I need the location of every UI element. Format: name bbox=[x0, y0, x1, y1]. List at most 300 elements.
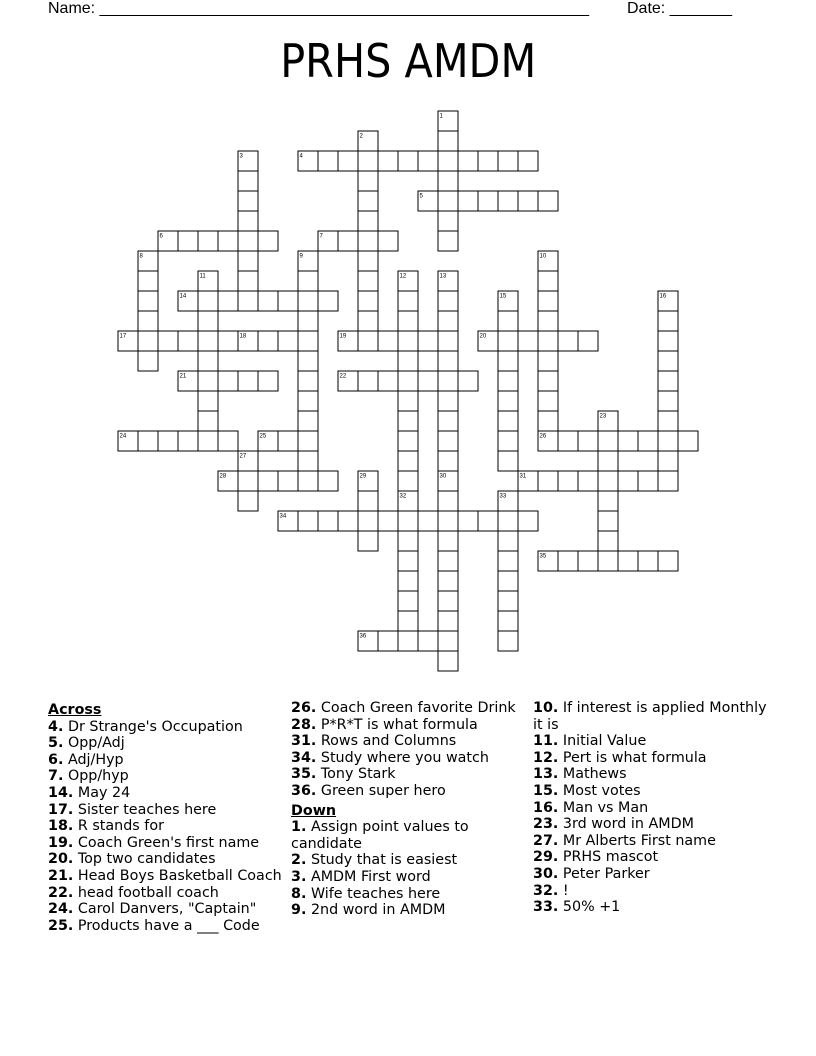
page-title: PRHS AMDM bbox=[280, 34, 536, 88]
across-clue bbox=[48, 835, 283, 852]
grid-cell[interactable] bbox=[298, 391, 318, 411]
grid-cell[interactable] bbox=[198, 291, 218, 311]
grid-cell[interactable] bbox=[398, 531, 418, 551]
date-blank[interactable]: _______ bbox=[669, 0, 732, 17]
clue-text: Assign point values to candidate bbox=[291, 819, 469, 852]
grid-cell[interactable] bbox=[438, 491, 458, 511]
grid-cell[interactable] bbox=[658, 471, 678, 491]
grid-cell[interactable] bbox=[358, 331, 378, 351]
grid-cell[interactable] bbox=[518, 511, 538, 531]
grid-cell[interactable] bbox=[398, 451, 418, 471]
clue-text: May 24 bbox=[77, 784, 131, 801]
grid-cell[interactable] bbox=[498, 451, 518, 471]
grid-cell[interactable] bbox=[338, 151, 358, 171]
grid-cell[interactable] bbox=[438, 411, 458, 431]
grid-cell[interactable] bbox=[418, 371, 438, 391]
clue-text: Head Boys Basketball Coach bbox=[77, 867, 282, 884]
grid-cell[interactable] bbox=[658, 311, 678, 331]
grid-cell[interactable] bbox=[598, 471, 618, 491]
name-label: Name: bbox=[48, 0, 96, 17]
grid-cell[interactable] bbox=[578, 471, 598, 491]
grid-cell[interactable] bbox=[358, 231, 378, 251]
clue-number: 29. bbox=[533, 849, 559, 866]
grid-cell[interactable] bbox=[398, 311, 418, 331]
grid-cell[interactable] bbox=[198, 331, 218, 351]
grid-cell[interactable] bbox=[138, 431, 158, 451]
date-label: Date: bbox=[627, 0, 666, 17]
grid-cell[interactable] bbox=[498, 571, 518, 591]
grid-cell[interactable] bbox=[358, 251, 378, 271]
grid-cell[interactable] bbox=[538, 191, 558, 211]
grid-cell[interactable] bbox=[438, 151, 458, 171]
grid-cell[interactable] bbox=[198, 371, 218, 391]
cell-number: 13 bbox=[439, 273, 447, 280]
grid-cell[interactable] bbox=[198, 311, 218, 331]
cell-number: 9 bbox=[299, 253, 303, 260]
grid-cell[interactable] bbox=[198, 351, 218, 371]
grid-cell[interactable] bbox=[198, 411, 218, 431]
grid-cell[interactable] bbox=[298, 471, 318, 491]
grid-cell[interactable] bbox=[438, 391, 458, 411]
grid-cell[interactable] bbox=[498, 371, 518, 391]
grid-cell[interactable] bbox=[378, 631, 398, 651]
grid-cell[interactable] bbox=[558, 471, 578, 491]
grid-cell[interactable] bbox=[358, 151, 378, 171]
grid-cell[interactable] bbox=[278, 431, 298, 451]
grid-cell[interactable] bbox=[438, 171, 458, 191]
grid-cell[interactable] bbox=[538, 351, 558, 371]
grid-cell[interactable] bbox=[398, 611, 418, 631]
grid-cell[interactable] bbox=[138, 311, 158, 331]
grid-cell[interactable] bbox=[498, 391, 518, 411]
cell-number: 17 bbox=[119, 333, 127, 340]
grid-cell[interactable] bbox=[218, 331, 238, 351]
cell-number: 22 bbox=[339, 373, 347, 380]
grid-cell[interactable] bbox=[298, 331, 318, 351]
grid-cell[interactable] bbox=[398, 431, 418, 451]
across-clue bbox=[48, 885, 283, 902]
grid-cell[interactable] bbox=[238, 471, 258, 491]
grid-cell[interactable] bbox=[438, 651, 458, 671]
clue-text: Carol Danvers, "Captain" bbox=[77, 901, 257, 918]
grid-cell[interactable] bbox=[458, 191, 478, 211]
grid-cell[interactable] bbox=[398, 371, 418, 391]
grid-cell[interactable] bbox=[298, 511, 318, 531]
cell-number: 10 bbox=[539, 253, 547, 260]
grid-cell[interactable] bbox=[298, 311, 318, 331]
grid-cell[interactable] bbox=[438, 551, 458, 571]
cell-number: 4 bbox=[299, 153, 303, 160]
grid-cell[interactable] bbox=[538, 471, 558, 491]
grid-cell[interactable] bbox=[458, 511, 478, 531]
grid-cell[interactable] bbox=[418, 151, 438, 171]
clue-number: 28. bbox=[291, 716, 317, 733]
cell-number: 5 bbox=[419, 193, 423, 200]
across-clue bbox=[291, 717, 526, 734]
cell-number: 24 bbox=[119, 433, 127, 440]
grid-cell[interactable] bbox=[398, 631, 418, 651]
grid-cell[interactable] bbox=[378, 511, 398, 531]
grid-cell[interactable] bbox=[358, 171, 378, 191]
grid-cell[interactable] bbox=[618, 551, 638, 571]
clue-number: 5. bbox=[48, 735, 64, 752]
grid-cell[interactable] bbox=[378, 231, 398, 251]
cell-number: 20 bbox=[479, 333, 487, 340]
clue-text: Pert is what formula bbox=[562, 749, 707, 766]
grid-cell[interactable] bbox=[538, 391, 558, 411]
grid-cell[interactable] bbox=[438, 231, 458, 251]
grid-cell[interactable] bbox=[298, 411, 318, 431]
grid-cell[interactable] bbox=[398, 391, 418, 411]
grid-cell[interactable] bbox=[538, 311, 558, 331]
grid-cell[interactable] bbox=[578, 331, 598, 351]
down-clue bbox=[533, 866, 773, 883]
across-clue bbox=[48, 752, 283, 769]
cell-number: 2 bbox=[359, 133, 363, 140]
grid-cell[interactable] bbox=[638, 431, 658, 451]
clue-text: 50% +1 bbox=[562, 899, 621, 916]
grid-cell[interactable] bbox=[558, 431, 578, 451]
grid-cell[interactable] bbox=[438, 191, 458, 211]
grid-cell[interactable] bbox=[198, 391, 218, 411]
grid-cell[interactable] bbox=[358, 511, 378, 531]
grid-cell[interactable] bbox=[218, 231, 238, 251]
clue-number: 3. bbox=[291, 868, 307, 885]
clue-text: PRHS mascot bbox=[562, 849, 659, 866]
grid-cell[interactable] bbox=[498, 431, 518, 451]
cell-number: 35 bbox=[539, 553, 547, 560]
grid-cell[interactable] bbox=[598, 491, 618, 511]
grid-cell[interactable] bbox=[358, 271, 378, 291]
grid-cell[interactable] bbox=[438, 331, 458, 351]
down-clue bbox=[291, 886, 526, 903]
grid-cell[interactable] bbox=[358, 311, 378, 331]
grid-cell[interactable] bbox=[618, 471, 638, 491]
grid-cell[interactable] bbox=[538, 291, 558, 311]
clue-text: Coach Green's first name bbox=[77, 834, 260, 851]
grid-cell[interactable] bbox=[438, 451, 458, 471]
cell-number: 16 bbox=[659, 293, 667, 300]
clue-number: 22. bbox=[48, 884, 74, 901]
across-clue bbox=[48, 918, 283, 935]
grid-cell[interactable] bbox=[658, 391, 678, 411]
grid-cell[interactable] bbox=[178, 231, 198, 251]
grid-cell[interactable] bbox=[438, 311, 458, 331]
grid-cell[interactable] bbox=[438, 531, 458, 551]
down-clue bbox=[533, 883, 773, 900]
cell-number: 23 bbox=[599, 413, 607, 420]
grid-cell[interactable] bbox=[138, 291, 158, 311]
cell-number: 26 bbox=[539, 433, 547, 440]
grid-cell[interactable] bbox=[298, 271, 318, 291]
grid-cell[interactable] bbox=[438, 611, 458, 631]
grid-cell[interactable] bbox=[358, 531, 378, 551]
grid-cell[interactable] bbox=[598, 551, 618, 571]
clue-text: Opp/hyp bbox=[67, 768, 129, 785]
clue-number: 2. bbox=[291, 852, 307, 869]
clue-number: 4. bbox=[48, 718, 64, 735]
grid-cell[interactable] bbox=[278, 291, 298, 311]
grid-cell[interactable] bbox=[478, 191, 498, 211]
grid-cell[interactable] bbox=[218, 431, 238, 451]
grid-cell[interactable] bbox=[298, 451, 318, 471]
grid-cell[interactable] bbox=[438, 131, 458, 151]
grid-cell[interactable] bbox=[538, 331, 558, 351]
down-clue bbox=[291, 869, 526, 886]
grid-cell[interactable] bbox=[438, 291, 458, 311]
grid-cell[interactable] bbox=[498, 311, 518, 331]
clue-text: Adj/Hyp bbox=[67, 751, 124, 768]
grid-cell[interactable] bbox=[158, 431, 178, 451]
grid-cell[interactable] bbox=[358, 371, 378, 391]
cell-number: 15 bbox=[499, 293, 507, 300]
clue-number: 25. bbox=[48, 917, 74, 934]
grid-cell[interactable] bbox=[378, 331, 398, 351]
clue-number: 17. bbox=[48, 801, 74, 818]
down-clue bbox=[533, 899, 773, 916]
down-clue bbox=[533, 800, 773, 817]
grid-cell[interactable] bbox=[638, 551, 658, 571]
grid-cell[interactable] bbox=[458, 371, 478, 391]
grid-cell[interactable] bbox=[498, 511, 518, 531]
grid-cell[interactable] bbox=[298, 431, 318, 451]
grid-cell[interactable] bbox=[518, 331, 538, 351]
grid-cell[interactable] bbox=[318, 291, 338, 311]
grid-cell[interactable] bbox=[358, 211, 378, 231]
grid-cell[interactable] bbox=[238, 231, 258, 251]
grid-cell[interactable] bbox=[398, 511, 418, 531]
clue-text: AMDM First word bbox=[310, 868, 431, 885]
grid-cell[interactable] bbox=[358, 291, 378, 311]
clues-column-3 bbox=[533, 700, 773, 916]
grid-cell[interactable] bbox=[578, 551, 598, 571]
grid-cell[interactable] bbox=[658, 331, 678, 351]
across-clue bbox=[48, 785, 283, 802]
grid-cell[interactable] bbox=[658, 371, 678, 391]
down-clue-list-1 bbox=[291, 819, 526, 919]
clue-text: Opp/Adj bbox=[67, 735, 125, 752]
grid-cell[interactable] bbox=[678, 431, 698, 451]
grid-cell[interactable] bbox=[178, 431, 198, 451]
grid-cell[interactable] bbox=[378, 151, 398, 171]
clue-number: 21. bbox=[48, 867, 74, 884]
grid-cell[interactable] bbox=[358, 491, 378, 511]
grid-cell[interactable] bbox=[398, 471, 418, 491]
across-clue-list-2 bbox=[291, 700, 526, 800]
cell-number: 30 bbox=[439, 473, 447, 480]
grid-cell[interactable] bbox=[318, 471, 338, 491]
grid-cell[interactable] bbox=[658, 431, 678, 451]
grid-cell[interactable] bbox=[238, 271, 258, 291]
cell-number: 3 bbox=[239, 153, 243, 160]
grid-cell[interactable] bbox=[518, 191, 538, 211]
grid-cell[interactable] bbox=[258, 371, 278, 391]
grid-cell[interactable] bbox=[658, 411, 678, 431]
grid-cell[interactable] bbox=[218, 371, 238, 391]
grid-cell[interactable] bbox=[438, 371, 458, 391]
grid-cell[interactable] bbox=[238, 191, 258, 211]
clue-text: 3rd word in AMDM bbox=[562, 816, 694, 833]
grid-cell[interactable] bbox=[478, 151, 498, 171]
clue-text: Peter Parker bbox=[562, 865, 650, 882]
grid-cell[interactable] bbox=[498, 191, 518, 211]
grid-cell[interactable] bbox=[498, 591, 518, 611]
grid-cell[interactable] bbox=[198, 231, 218, 251]
clue-number: 20. bbox=[48, 851, 74, 868]
grid-cell[interactable] bbox=[438, 571, 458, 591]
grid-cell[interactable] bbox=[538, 371, 558, 391]
grid-cell[interactable] bbox=[398, 571, 418, 591]
grid-cell[interactable] bbox=[398, 331, 418, 351]
grid-cell[interactable] bbox=[138, 331, 158, 351]
down-clue bbox=[291, 819, 526, 852]
across-clue bbox=[48, 818, 283, 835]
grid-cell[interactable] bbox=[378, 371, 398, 391]
grid-cell[interactable] bbox=[318, 511, 338, 531]
clue-text: Initial Value bbox=[562, 733, 647, 750]
down-clue-list-2 bbox=[533, 700, 773, 916]
down-clue bbox=[533, 816, 773, 833]
grid-cell[interactable] bbox=[398, 151, 418, 171]
grid-cell[interactable] bbox=[478, 511, 498, 531]
grid-cell[interactable] bbox=[458, 151, 478, 171]
grid-cell[interactable] bbox=[498, 531, 518, 551]
grid-cell[interactable] bbox=[498, 611, 518, 631]
cell-number: 1 bbox=[439, 113, 443, 120]
clue-text: Dr Strange's Occupation bbox=[67, 718, 243, 735]
grid-cell[interactable] bbox=[298, 351, 318, 371]
grid-cell[interactable] bbox=[158, 331, 178, 351]
grid-cell[interactable] bbox=[238, 371, 258, 391]
grid-cell[interactable] bbox=[398, 291, 418, 311]
grid-cell[interactable] bbox=[658, 551, 678, 571]
clue-text: ! bbox=[562, 882, 569, 899]
across-clue bbox=[291, 766, 526, 783]
cell-number: 34 bbox=[279, 513, 287, 520]
grid-cell[interactable] bbox=[238, 291, 258, 311]
grid-cell[interactable] bbox=[138, 351, 158, 371]
grid-cell[interactable] bbox=[658, 451, 678, 471]
clue-text: Study that is easiest bbox=[310, 852, 458, 869]
grid-cell[interactable] bbox=[438, 591, 458, 611]
grid-cell[interactable] bbox=[138, 271, 158, 291]
grid-cell[interactable] bbox=[438, 511, 458, 531]
grid-cell[interactable] bbox=[598, 511, 618, 531]
grid-cell[interactable] bbox=[178, 331, 198, 351]
grid-cell[interactable] bbox=[558, 551, 578, 571]
cell-number: 7 bbox=[319, 233, 323, 240]
grid-cell[interactable] bbox=[238, 491, 258, 511]
clue-text: Sister teaches here bbox=[77, 801, 217, 818]
across-clue bbox=[48, 802, 283, 819]
grid-cell[interactable] bbox=[338, 231, 358, 251]
grid-cell[interactable] bbox=[498, 551, 518, 571]
clue-number: 11. bbox=[533, 733, 559, 750]
grid-cell[interactable] bbox=[598, 451, 618, 471]
clue-number: 9. bbox=[291, 902, 307, 919]
grid-cell[interactable] bbox=[278, 471, 298, 491]
cell-number: 8 bbox=[139, 253, 143, 260]
grid-cell[interactable] bbox=[558, 331, 578, 351]
grid-cell[interactable] bbox=[358, 191, 378, 211]
grid-cell[interactable] bbox=[298, 291, 318, 311]
grid-cell[interactable] bbox=[258, 291, 278, 311]
grid-cell[interactable] bbox=[398, 351, 418, 371]
clue-text: P*R*T is what formula bbox=[320, 716, 478, 733]
grid-cell[interactable] bbox=[258, 231, 278, 251]
grid-cell[interactable] bbox=[598, 431, 618, 451]
across-clue bbox=[48, 735, 283, 752]
grid-cell[interactable] bbox=[498, 351, 518, 371]
grid-cell[interactable] bbox=[398, 591, 418, 611]
grid-cell[interactable] bbox=[438, 211, 458, 231]
down-clue bbox=[533, 700, 773, 733]
grid-cell[interactable] bbox=[238, 211, 258, 231]
across-clue bbox=[291, 783, 526, 800]
grid-cell[interactable] bbox=[278, 331, 298, 351]
grid-cell[interactable] bbox=[618, 431, 638, 451]
grid-cell[interactable] bbox=[578, 431, 598, 451]
clue-number: 36. bbox=[291, 782, 317, 799]
grid-cell[interactable] bbox=[398, 411, 418, 431]
grid-cell[interactable] bbox=[338, 511, 358, 531]
grid-cell[interactable] bbox=[198, 431, 218, 451]
down-heading: Down bbox=[291, 802, 337, 819]
clue-number: 26. bbox=[291, 700, 317, 716]
clue-text: Products have a ___ Code bbox=[77, 917, 260, 934]
grid-cell[interactable] bbox=[498, 411, 518, 431]
grid-cell[interactable] bbox=[538, 411, 558, 431]
grid-cell[interactable] bbox=[418, 631, 438, 651]
grid-cell[interactable] bbox=[398, 551, 418, 571]
grid-cell[interactable] bbox=[658, 351, 678, 371]
cell-number: 32 bbox=[399, 493, 407, 500]
grid-cell[interactable] bbox=[438, 351, 458, 371]
down-clue bbox=[533, 766, 773, 783]
name-blank[interactable]: _______________________________________________________ bbox=[99, 0, 589, 17]
grid-cell[interactable] bbox=[498, 631, 518, 651]
clue-text: Mr Alberts First name bbox=[562, 832, 716, 849]
across-clue bbox=[291, 733, 526, 750]
grid-cell[interactable] bbox=[238, 251, 258, 271]
grid-cell[interactable] bbox=[298, 371, 318, 391]
clue-number: 15. bbox=[533, 782, 559, 799]
grid-cell[interactable] bbox=[518, 151, 538, 171]
grid-cell[interactable] bbox=[498, 331, 518, 351]
cell-number: 21 bbox=[179, 373, 187, 380]
clue-number: 1. bbox=[291, 819, 307, 836]
clue-number: 18. bbox=[48, 818, 74, 835]
grid-cell[interactable] bbox=[318, 151, 338, 171]
grid-cell[interactable] bbox=[538, 271, 558, 291]
grid-cell[interactable] bbox=[638, 471, 658, 491]
cell-number: 25 bbox=[259, 433, 267, 440]
grid-cell[interactable] bbox=[498, 151, 518, 171]
grid-cell[interactable] bbox=[438, 631, 458, 651]
clue-text: Green super hero bbox=[320, 782, 446, 799]
across-clue bbox=[291, 700, 526, 717]
grid-cell[interactable] bbox=[438, 431, 458, 451]
grid-cell[interactable] bbox=[258, 331, 278, 351]
grid-cell[interactable] bbox=[238, 171, 258, 191]
grid-cell[interactable] bbox=[598, 531, 618, 551]
clue-text: 2nd word in AMDM bbox=[310, 902, 446, 919]
down-clue bbox=[533, 783, 773, 800]
grid-cell[interactable] bbox=[418, 331, 438, 351]
grid-cell[interactable] bbox=[218, 291, 238, 311]
grid-cell[interactable] bbox=[258, 471, 278, 491]
grid-cell[interactable] bbox=[418, 511, 438, 531]
